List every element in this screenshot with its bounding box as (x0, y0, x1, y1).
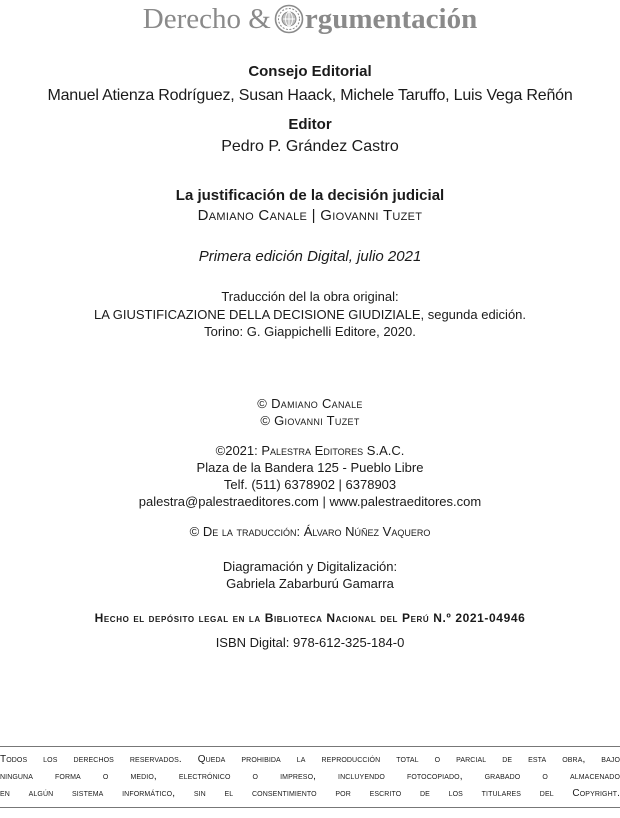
copyright-author-2: © Giovanni Tuzet (260, 413, 360, 428)
book-title: La justificación de la decisión judicial (175, 187, 445, 204)
publisher-name: ©2021: Palestra Editores S.A.C. (215, 443, 405, 458)
series-logo-text-1: Derecho & (142, 3, 271, 35)
editorial-board-members: Manuel Atienza Rodríguez, Susan Haack, Michele Taruffo, Luis Vega Reñón (47, 87, 573, 104)
legal-deposit: Hecho el depósito legal en la Biblioteca Nacional del Perú N.º 2021-04946 (94, 611, 526, 625)
rights-notice (0, 751, 620, 802)
copyright-author-1: © Damiano Canale (257, 396, 363, 411)
translation-source-line-2: LA GIUSTIFICAZIONE DELLA DECISIONE GIUDIZIALE, segunda edición. (93, 307, 527, 322)
layout-credit-name: Gabriela Zabarburú Gamarra (226, 576, 394, 591)
editor-heading: Editor (288, 116, 332, 133)
publisher-address: Plaza de la Bandera 125 - Pueblo Libre (196, 460, 424, 475)
series-logo (0, 2, 620, 36)
layout-credit-label: Diagramación y Digitalización: (222, 559, 398, 574)
translation-copyright: © De la traducción: Álvaro Núñez Vaquero (189, 524, 431, 539)
rights-line-1: Todos los derechos reservados. Queda prohibida la reproducción total o parcial de esta obra, bajo (0, 754, 620, 765)
translation-source-line-1: Traducción del la obra original: (221, 289, 399, 304)
globe-emblem-icon (274, 4, 304, 34)
isbn: ISBN Digital: 978-612-325-184-0 (215, 635, 405, 650)
editorial-board-heading: Consejo Editorial (248, 63, 372, 80)
series-logo-text-2: rgumentación (304, 3, 478, 35)
rights-line-2: ninguna forma o medio, electrónico o impreso, incluyendo fotocopiado, grabado o almacenado (0, 771, 620, 782)
publisher-contact: palestra@palestraeditores.com | www.palestraeditores.com (138, 494, 482, 509)
publisher-phone: Telf. (511) 6378902 | 6378903 (223, 477, 397, 492)
editor-name: Pedro P. Grández Castro (221, 138, 399, 155)
translation-source-line-3: Torino: G. Giappichelli Editore, 2020. (204, 324, 416, 339)
rights-bottom-rule (0, 807, 620, 808)
edition-statement: Primera edición Digital, julio 2021 (198, 248, 422, 265)
rights-line-3: en algún sistema informático, sin el consentimiento por escrito de los titulares del Copyright. (0, 788, 620, 799)
rights-top-rule (0, 746, 620, 747)
book-authors: Damiano Canale | Giovanni Tuzet (197, 207, 423, 224)
